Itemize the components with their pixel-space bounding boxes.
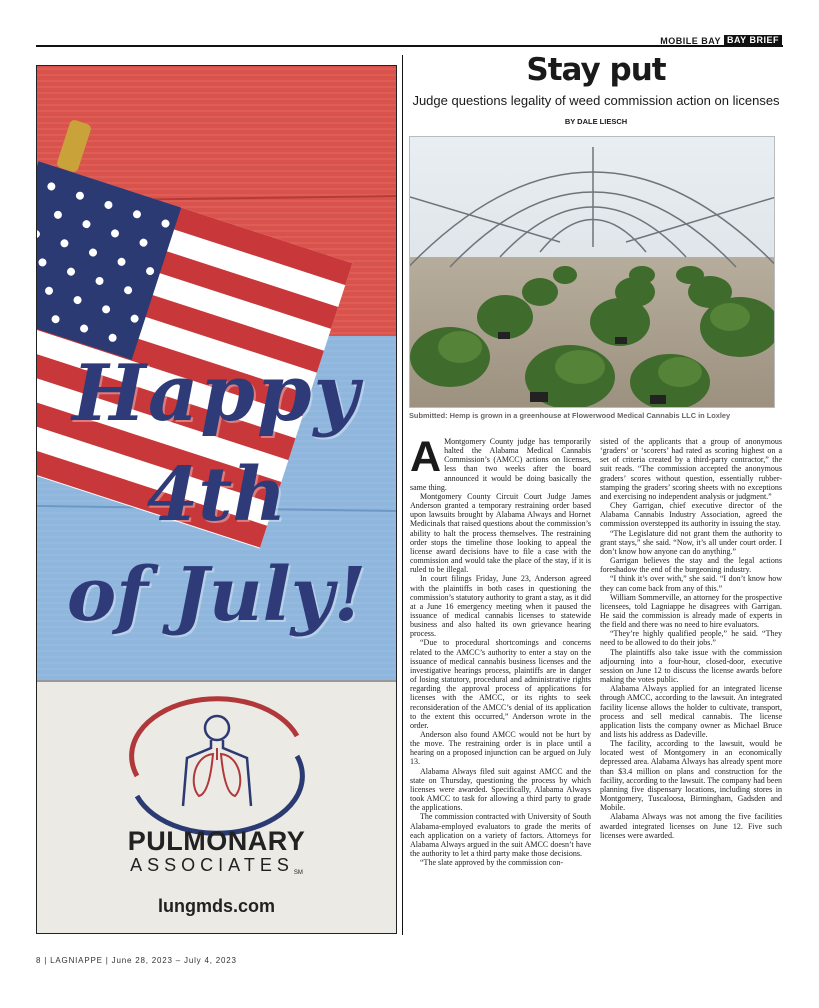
paragraph: William Sommerville, an attorney for the prospective licensees, told Lagniappe he disagrees with Garrigan. He said the commission is already made of experts in the field and there was no need to hire evaluators.	[600, 592, 782, 630]
article-column-1	[410, 433, 591, 868]
paragraph: The plaintiffs also take issue with the commission adjourning into a four-hour, closed-door, executive session on June 12 to discuss the license awards before making the votes public.	[600, 647, 782, 685]
paragraph	[410, 433, 591, 492]
paragraph: “The Legislature did not grant them the authority to grant stays,” she said. “Now, it’s all under court order. I don’t know how anyone can do anything.”	[600, 528, 782, 556]
paragraph: “The slate approved by the commission con-	[420, 858, 564, 868]
paragraph: Montgomery County Circuit Court Judge James Anderson granted a temporary restraining order based upon lawsuits brought by Alabama Always and Hornet Medicinals that raised questions about the commission’s ability to halt the process themselves. The restraining order stops the timeline those looking to appeal the license award decisions have to file a case with the commission and would take the place of the stay, if it is ruled to be illegal.	[410, 491, 591, 575]
photo-caption: Submitted: Hemp is grown in a greenhouse at Flowerwood Medical Cannabis LLC in Loxley	[409, 411, 731, 420]
paragraph: sisted of the applicants that a group of anonymous ‘graders’ or ‘scorers’ had rated as scoring highest on a set of criteria created by a third-party contractor,” the suit reads. “The commission accepted the anonymous graders’ scores without question, essentially rubber-stamping the graders’ scoring sheets with no exceptions and exercising no independent analysis or judgment.”	[600, 437, 782, 501]
article-byline: BY DALE LIESCH	[564, 117, 628, 126]
paragraph: Garrigan believes the stay and the legal actions foreshadow the end of the burgeoning industry.	[600, 556, 782, 575]
section-prefix: MOBILE BAY	[660, 35, 721, 46]
paragraph: Alabama Always applied for an integrated license through AMCC, according to the lawsuit. An integrated facility license allows the holder to cultivate, transport, process and sell medical cannabis. The license application lists the company owner as Michael Bruce and lists his address as Dadeville.	[600, 684, 782, 739]
ad-brand-name: PULMONARY	[127, 826, 306, 856]
paragraph: “Due to procedural shortcomings and concerns related to the AMCC’s authority to enter a stay on the issuance of medical cannabis business licenses and the investigative hearings process, plaintiffs are in danger of losing statutory, procedural and administrative rights regarding the approval process of applications for licenses with the AMCC, or its rights to seek reconsideration of the AMCC’s denial of its application to the extent this occurred,” Anderson wrote in the order.	[410, 638, 591, 730]
advertisement[interactable]	[36, 65, 397, 934]
paragraph: “They’re highly qualified people,” he said. “They need to be allowed to do their jobs.”	[600, 629, 782, 648]
paragraph: “I think it’s over with,” she said. “I don’t know how they can come back from any of this.”	[600, 574, 782, 593]
column-divider	[402, 55, 403, 935]
paragraph: The commission contracted with University of South Alabama-employed evaluators to grade the merits of each application on a variety of factors. Attorneys for Alabama Always argued in the suit AMCC doesn’t have the authority to let a third party make those decisions.	[410, 812, 591, 859]
ad-headline-line1: Happy	[72, 348, 361, 439]
paragraph: The facility, according to the lawsuit, would be located west of Montgomery in an economically depressed area. Alabama Always has already spent more than $3.4 million on plans and construction for the facility, according to the lawsuit. The company had been planning five dispensary locations, including stores in Montgomery, Tuscaloosa, Birmingham, Gadsden and Mobile.	[600, 739, 782, 813]
ad-brand-sm: SM	[293, 870, 303, 876]
article-deck: Judge questions legality of weed commission action on licenses	[412, 93, 780, 108]
paragraph: Chey Garrigan, chief executive director of the Alabama Cannabis Industry Association, agreed the commission overstepped its authority in issuing the stay.	[600, 501, 782, 529]
ad-headline-line2: 4th	[146, 452, 287, 538]
paragraph: Alabama Always filed suit against AMCC and the state on Thursday, questioning the process by which licenses were awarded. Specifically, Alabama Always took AMCC to task for allowing a third party to grade the applications.	[410, 766, 591, 813]
ad-brand-sub-text: ASSOCIATES	[130, 855, 294, 875]
greenhouse-photo	[409, 136, 775, 408]
greenhouse-image	[410, 137, 775, 408]
drop-cap: A	[410, 433, 442, 481]
page-footer: 8 | LAGNIAPPE | June 28, 2023 – July 4, 2023	[36, 956, 237, 965]
paragraph: In court filings Friday, June 23, Anderson agreed with the plaintiffs in both cases in questioning the commission’s statutory authority to grant a stay, as it did at a June 16 emergency meeting when it paused the issuance of medical cannabis licenses to statewide business and also halted its own grievance hearing process.	[410, 574, 591, 639]
ad-headline-line3: of July!	[66, 552, 367, 638]
paragraph: Alabama Always was not among the five facilities awarded integrated licenses on June 12. Five such licenses were awarded.	[600, 812, 782, 840]
paragraph-text: Montgomery County judge has temporarily halted the Alabama Medical Cannabis Commission’s (AMCC) actions on licenses, less than two weeks after the board announced it would be doing basically the same thing.	[410, 437, 591, 492]
article-headline: Stay put	[526, 52, 666, 88]
ad-url-link[interactable]: lungmds.com	[157, 896, 275, 916]
section-box: BAY BRIEF	[724, 35, 782, 46]
top-rule	[36, 45, 783, 47]
paragraph: Anderson also found AMCC would not be hurt by the move. The restraining order is in place until a hearing on a proposed injunction can be argued on July 13.	[410, 730, 591, 767]
article-column-2	[600, 437, 782, 840]
ad-brand-sub	[37, 855, 396, 876]
